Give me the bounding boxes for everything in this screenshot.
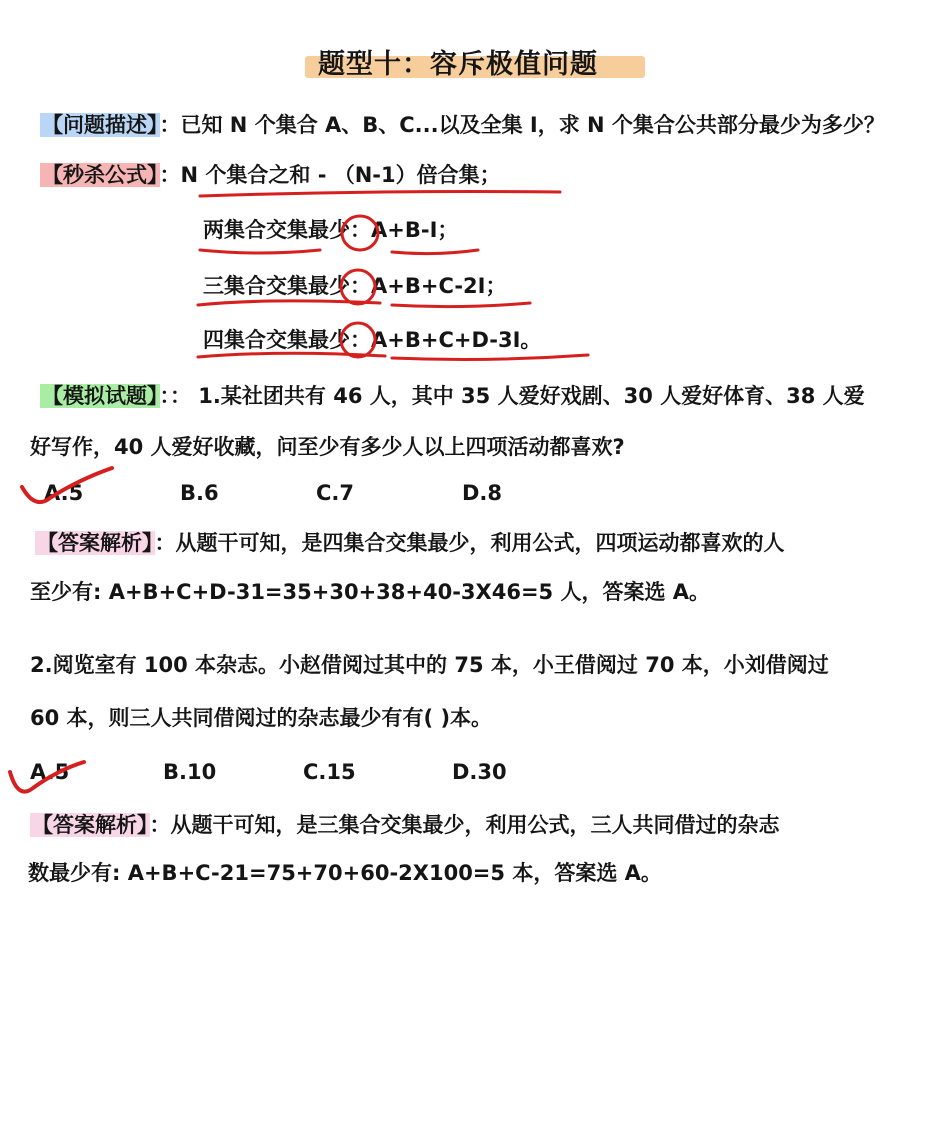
answer-2-line-1 [30, 815, 780, 836]
answer-1-text-1: ：从题干可知，是四集合交集最少，利用公式，四项运动都喜欢的人 [154, 531, 785, 555]
formula-four-sets [203, 330, 541, 351]
formula-four-expr: A+B+C+D-3I。 [371, 328, 542, 352]
formula-main: N 个集合之和 - （N-1）倍合集； [180, 163, 501, 187]
q1-option-d: D.8 [462, 481, 503, 505]
underline-two-expr [392, 250, 478, 254]
simulation-tag: 【模拟试题】 [42, 384, 158, 408]
q2-option-c: C.15 [303, 760, 356, 784]
q2-option-b: B.10 [163, 760, 217, 784]
underline-three-sets [198, 301, 380, 305]
answer-1-tag: 【答案解析】 [37, 531, 153, 555]
question-1-text-1: ：： 1.某社团共有 46 人，其中 35 人爱好戏剧、30 人爱好体育、38 人爱 [159, 384, 865, 408]
formula-tag: 【秒杀公式】 [42, 163, 158, 187]
description-tag: 【问题描述】 [42, 113, 158, 137]
description-text: ：已知 N 个集合 A、B、C...以及全集 I，求 N 个集合公共部分最少为多少？ [159, 113, 885, 137]
formula-four-label: 四集合交集最少： [203, 328, 371, 352]
answer-1-line-2: 至少有: A+B+C+D-31=35+30+38+40-3X46=5 人，答案选 A。 [30, 580, 711, 604]
question-2-line-2: 60 本，则三人共同借阅过的杂志最少有有( )本。 [30, 706, 493, 730]
question-1-line-1 [40, 386, 865, 407]
formula-two-label: 两集合交集最少： [203, 218, 371, 242]
page-title: 题型十：容斥极值问题 [318, 49, 598, 80]
q2-option-a: A.5 [30, 760, 70, 784]
formula-three-sets [203, 276, 507, 297]
q2-option-d: D.30 [452, 760, 507, 784]
answer-2-tag: 【答案解析】 [32, 813, 148, 837]
underline-four-expr [392, 355, 588, 359]
answer-2-text-1: ：从题干可知，是三集合交集最少，利用公式，三人共同借过的杂志 [149, 813, 780, 837]
problem-description [40, 115, 885, 136]
underline-three-expr [392, 303, 530, 307]
answer-1-line-1 [35, 533, 785, 554]
q1-option-a: A.5 [44, 481, 84, 505]
formula-line [40, 165, 501, 186]
formula-three-label: 三集合交集最少： [203, 274, 371, 298]
underline-formula-main [200, 192, 560, 197]
formula-colon: ： [159, 163, 181, 187]
formula-three-expr: A+B+C-2I； [371, 274, 507, 298]
underline-four-sets [198, 353, 385, 357]
answer-2-line-2: 数最少有: A+B+C-21=75+70+60-2X100=5 本，答案选 A。 [28, 861, 662, 885]
formula-two-sets [203, 220, 458, 241]
question-1-line-2: 好写作，40 人爱好收藏，问至少有多少人以上四项活动都喜欢? [30, 435, 625, 459]
formula-two-expr: A+B-I； [371, 218, 459, 242]
q1-option-b: B.6 [180, 481, 219, 505]
underline-two-sets [200, 250, 320, 253]
question-2-line-1: 2.阅览室有 100 本杂志。小赵借阅过其中的 75 本，小王借阅过 70 本，小刘借阅过 [30, 653, 829, 677]
q1-option-c: C.7 [316, 481, 355, 505]
